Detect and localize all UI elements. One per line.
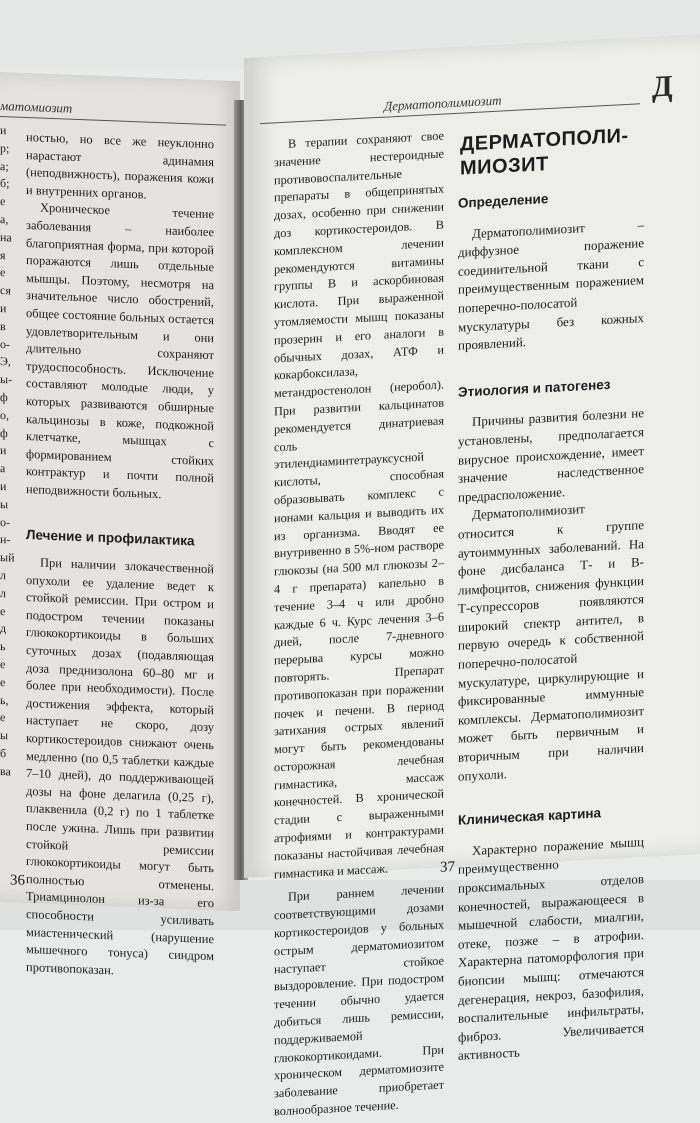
- left-page: [0, 72, 240, 978]
- margin-fragment: о,: [0, 407, 9, 423]
- margin-fragment: е: [0, 674, 6, 689]
- therapy-paragraph: В терапии сохраняют свое значение нестероидные противовоспалительные препараты в общепринятых дозах, особенно при снижении доз кортикостероидов. В комплексном лечении рекомендуются витамины группы В и аскорбиновая кислота. При выраженной утомляемости мышц показаны прозерин и его аналоги в обычных дозах, АТФ и кокарбоксилаза, метандростенолон (неробол). При развитии кальцинатов рекомендуется динатриевая соль этилендиаминтетрауксусной кислоты, способная образовывать комплекс с ионами кальция и выводить их из организма. Вводят ее внутривенно в 5%-ном растворе глюкозы (на 500 мл глюкозы 2–4 г препарата) капельно в течение 3–4 ч или дробно каждые 6 ч. Курс лечения 3–6 дней, после 7-дневного перерыва курсы можно повторять. Препарат противопоказан при поражении почек и печени. В период затихания острых явлений могут быть рекомендованы осторожная лечебная гимнастика, массаж конечностей. В хронической стадии с выраженными атрофиями и контрактурами показаны настойчивая лечебная гимнастика и массаж.: [274, 128, 444, 882]
- margin-fragment: л: [0, 585, 6, 600]
- margin-fragment: ы: [0, 728, 9, 743]
- right-page: [244, 34, 700, 1119]
- margin-fragment: ь: [0, 639, 6, 654]
- margin-fragment: а,: [0, 211, 9, 227]
- heading-clinical: Клиническая картина: [458, 805, 602, 829]
- margin-fragment: ы-: [0, 372, 13, 387]
- margin-fragment: о-: [0, 336, 10, 351]
- margin-fragment: ся: [0, 283, 11, 298]
- margin-fragment: д: [0, 621, 7, 636]
- margin-fragment: б;: [0, 176, 10, 191]
- margin-fragment: е: [0, 194, 6, 209]
- margin-fragment: в: [0, 318, 6, 333]
- treatment-paragraph: При наличии злокачественной опухоли ее удаление ведет к стойкой ремиссии. При остром и подостром течении показаны глюкокортикоиды в больших суточных дозах (подавляющая доза преднизолона 60–80 мг и более при необходимости). После достижения эффекта, который наступает не скоро, дозу кортикостероидов снижают очень медленно (по 0,5 таблетки каждые 7–10 дней), до поддерживающей дозы на фоне делагила (0,25 г), плаквенила (0,2 г) по 1 таблетке после ужина. Лишь при развитии стойкой ремиссии глюкокортикоиды могут быть полностью отменены. Триамцинолон из-за его способности усиливать миастенический (нарушение мышечного тонуса) синдром противопоказан.: [26, 555, 214, 978]
- etiology-paragraph-1: Причины развития болезни не установлены, предполагается вирусное происхождение, имеет значение наследственное предрасположение.: [458, 405, 644, 505]
- margin-fragment: ф: [0, 389, 8, 405]
- right-column-2: [458, 185, 644, 1066]
- right-page-number: 37: [440, 858, 455, 876]
- prognosis-paragraph: При раннем лечении соответствующими дозами кортикостероидов у больных острым дерматомиозитом наступает стойкое выздоровление. При подостром течении обычно удается добиться лишь ремиссии, поддерживаемой глюкокортикоидами. При хроническом дерматомиозите заболевание приобретает волнообразное течение.: [274, 881, 444, 1119]
- margin-fragment: а;: [0, 158, 9, 173]
- margin-fragment: л: [0, 567, 6, 583]
- margin-fragment: а: [0, 461, 6, 476]
- margin-fragment: б: [0, 745, 7, 761]
- clinical-paragraph: Характерно поражение мышц преимущественно проксимальных отделов конечностей, выражающееся в мышечной слабости, миалгии, отеке, позже – в атрофии. Характерна патоморфология при биопсии мышц: отмечаются дегенерация, некроз, базофилия, воспалительные инфильтраты, фиброз. Увеличивается активность: [458, 833, 644, 1064]
- section-letter: Д: [652, 69, 673, 104]
- heading-etiology: Этиология и патогенез: [458, 376, 611, 400]
- margin-fragment: и: [0, 123, 7, 138]
- margin-fragment: и: [0, 478, 7, 494]
- left-paragraph-2: Хроническое течение заболевания – наиболее благоприятная форма, при которой поражаются лишь отдельные мышцы. Поэтому, несмотря на значительное число обострений, общее состояние больных остается удовлетворительным и они длительно сохраняют трудоспособность. Исключение составляют молодые люди, у которых развиваются обширные кальцинозы в коже, подкожной клетчатке, мышцах с формированием стойких контрактур и почти полной неподвижности больных.: [26, 200, 214, 502]
- margin-fragment: ва: [0, 763, 11, 779]
- margin-fragment: ф: [0, 425, 8, 440]
- margin-fragments: [0, 122, 14, 781]
- margin-fragment: е: [0, 710, 6, 725]
- margin-fragment: я: [0, 247, 6, 262]
- left-margin-column: [0, 122, 14, 781]
- heading-treatment: Лечение и профилактика: [26, 527, 195, 549]
- margin-fragment: и: [0, 300, 7, 316]
- heading-definition: Определение: [458, 191, 549, 211]
- margin-fragment: на: [0, 229, 12, 245]
- margin-fragment: Э,: [0, 354, 11, 369]
- left-running-header: матомиозит: [0, 98, 73, 116]
- left-page-number: 36: [10, 872, 25, 889]
- margin-fragment: и: [0, 443, 7, 458]
- margin-fragment: о-: [0, 514, 10, 529]
- margin-fragment: ь,: [0, 692, 9, 707]
- margin-fragment: е: [0, 265, 6, 280]
- etiology-paragraph-2: Дерматополимиозит относится к группе аутоиммунных заболеваний. На фоне дисбаланса Т- и В-лимфоцитов, снижения функции Т-супрессоров появляются широкий спектр антител, в первую очередь к собственной поперечно-полосатой мускулатуре, циркулирующие и фиксированные иммунные комплексы. Дерматополимиозит может быть первичным и вторичным при наличии опухоли.: [458, 501, 644, 784]
- margin-fragment: р;: [0, 140, 10, 156]
- section-title: ДЕРМАТОПОЛИ-МИОЗИТ: [460, 124, 629, 180]
- left-paragraph-1: ностью, но все же неуклонно нарастают адинамия (неподвижность), поражения кожи и внутренних органов.: [26, 129, 214, 202]
- definition-paragraph: Дерматополимиозит – диффузное поражение соединительной ткани с преимущественным поражением поперечно-полосатой мускулатуры без кожных проявлений.: [458, 216, 644, 353]
- margin-fragment: ый: [0, 550, 15, 565]
- margin-fragment: н-: [0, 532, 11, 547]
- margin-fragment: е: [0, 656, 6, 672]
- margin-fragment: ы: [0, 496, 9, 512]
- right-running-header: Дерматополимиозит: [384, 92, 502, 114]
- left-header-rule: [0, 116, 226, 126]
- margin-fragment: е: [0, 603, 6, 618]
- left-text-column: [26, 129, 214, 984]
- right-column-1: [274, 128, 444, 1122]
